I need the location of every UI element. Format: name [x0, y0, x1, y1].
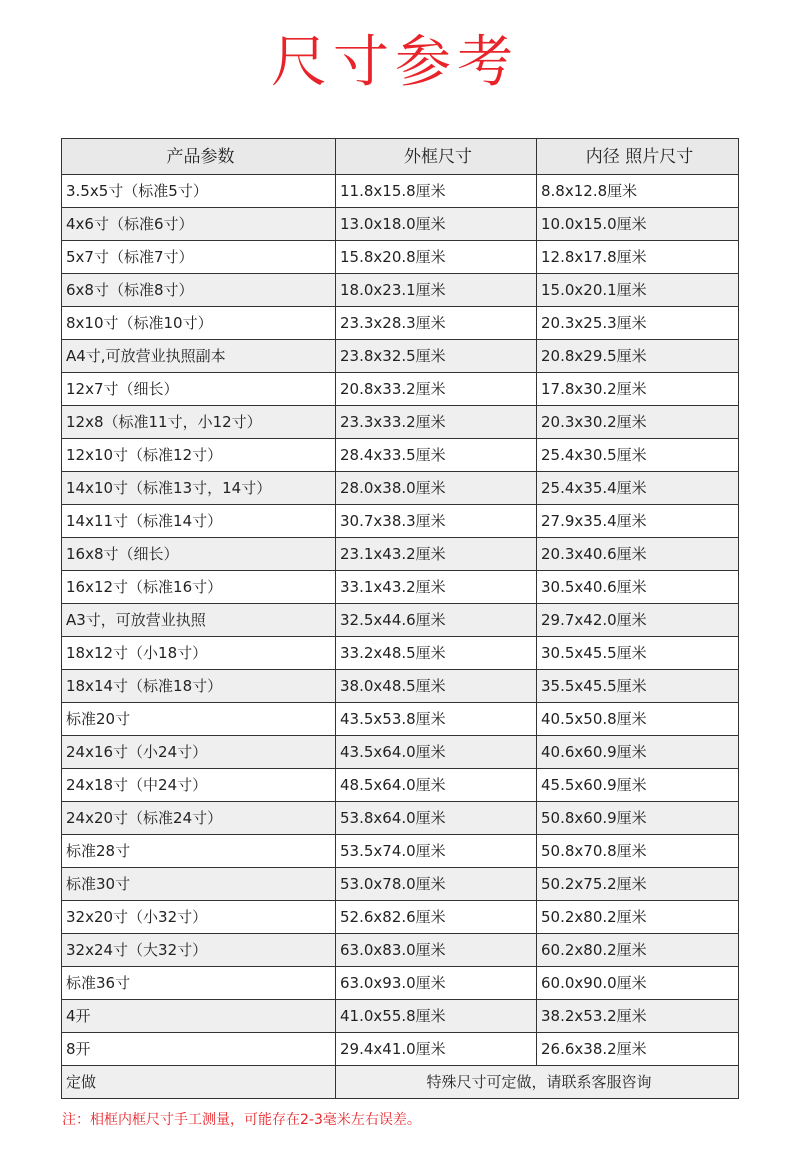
table-row	[62, 802, 739, 835]
table-row	[62, 241, 739, 274]
table-row	[62, 505, 739, 538]
table-row	[62, 175, 739, 208]
cell-outer-size: 53.5x74.0厘米	[336, 835, 537, 868]
table-row	[62, 340, 739, 373]
cell-product-spec: 24x16寸（小24寸）	[62, 736, 336, 769]
cell-inner-size: 30.5x45.5厘米	[537, 637, 739, 670]
cell-outer-size: 48.5x64.0厘米	[336, 769, 537, 802]
footnote: 注：相框内框尺寸手工测量，可能存在2-3毫米左右误差。	[62, 1112, 421, 1128]
table-row	[62, 769, 739, 802]
cell-product-spec: 18x12寸（小18寸）	[62, 637, 336, 670]
cell-outer-size: 33.1x43.2厘米	[336, 571, 537, 604]
table-row	[62, 571, 739, 604]
page-title: 尺寸参考	[271, 30, 519, 95]
header-inner-photo-size: 内径 照片尺寸	[537, 139, 739, 175]
cell-product-spec: 24x18寸（中24寸）	[62, 769, 336, 802]
size-reference-table	[61, 138, 739, 1099]
table-row	[62, 670, 739, 703]
cell-product-spec: 16x12寸（标准16寸）	[62, 571, 336, 604]
cell-inner-size: 8.8x12.8厘米	[537, 175, 739, 208]
cell-outer-size: 20.8x33.2厘米	[336, 373, 537, 406]
table-row	[62, 274, 739, 307]
cell-product-spec: 14x10寸（标准13寸，14寸）	[62, 472, 336, 505]
table-row	[62, 373, 739, 406]
cell-product-spec: 6x8寸（标准8寸）	[62, 274, 336, 307]
cell-inner-size: 20.8x29.5厘米	[537, 340, 739, 373]
cell-outer-size: 23.8x32.5厘米	[336, 340, 537, 373]
cell-outer-size: 28.0x38.0厘米	[336, 472, 537, 505]
cell-inner-size: 35.5x45.5厘米	[537, 670, 739, 703]
cell-inner-size: 50.2x80.2厘米	[537, 901, 739, 934]
cell-outer-size: 23.3x33.2厘米	[336, 406, 537, 439]
table-row	[62, 472, 739, 505]
cell-outer-size: 11.8x15.8厘米	[336, 175, 537, 208]
cell-inner-size: 50.8x70.8厘米	[537, 835, 739, 868]
cell-product-spec: 18x14寸（标准18寸）	[62, 670, 336, 703]
cell-product-spec: 32x20寸（小32寸）	[62, 901, 336, 934]
cell-inner-size: 50.2x75.2厘米	[537, 868, 739, 901]
cell-product-spec: 标准28寸	[62, 835, 336, 868]
table-header-row	[62, 139, 739, 175]
header-product-spec: 产品参数	[62, 139, 336, 175]
cell-outer-size: 15.8x20.8厘米	[336, 241, 537, 274]
cell-product-spec: 标准20寸	[62, 703, 336, 736]
custom-order-label: 定做	[62, 1066, 336, 1099]
table-row	[62, 934, 739, 967]
cell-product-spec: 3.5x5寸（标准5寸）	[62, 175, 336, 208]
cell-product-spec: 12x7寸（细长）	[62, 373, 336, 406]
cell-inner-size: 20.3x30.2厘米	[537, 406, 739, 439]
cell-outer-size: 43.5x53.8厘米	[336, 703, 537, 736]
cell-product-spec: 8x10寸（标准10寸）	[62, 307, 336, 340]
table-row	[62, 901, 739, 934]
table-row	[62, 406, 739, 439]
cell-product-spec: 4x6寸（标准6寸）	[62, 208, 336, 241]
cell-inner-size: 60.2x80.2厘米	[537, 934, 739, 967]
cell-inner-size: 17.8x30.2厘米	[537, 373, 739, 406]
cell-inner-size: 20.3x25.3厘米	[537, 307, 739, 340]
cell-inner-size: 10.0x15.0厘米	[537, 208, 739, 241]
table-row	[62, 703, 739, 736]
cell-outer-size: 53.8x64.0厘米	[336, 802, 537, 835]
custom-order-note: 特殊尺寸可定做，请联系客服咨询	[336, 1066, 739, 1099]
table-row	[62, 967, 739, 1000]
cell-outer-size: 32.5x44.6厘米	[336, 604, 537, 637]
cell-inner-size: 29.7x42.0厘米	[537, 604, 739, 637]
cell-outer-size: 13.0x18.0厘米	[336, 208, 537, 241]
cell-inner-size: 50.8x60.9厘米	[537, 802, 739, 835]
cell-product-spec: 12x8（标准11寸，小12寸）	[62, 406, 336, 439]
cell-outer-size: 53.0x78.0厘米	[336, 868, 537, 901]
table-row	[62, 736, 739, 769]
table-row	[62, 835, 739, 868]
cell-outer-size: 18.0x23.1厘米	[336, 274, 537, 307]
custom-order-row	[62, 1066, 739, 1099]
cell-product-spec: 4开	[62, 1000, 336, 1033]
cell-product-spec: 32x24寸（大32寸）	[62, 934, 336, 967]
cell-product-spec: A4寸,可放营业执照副本	[62, 340, 336, 373]
table-row	[62, 637, 739, 670]
cell-outer-size: 52.6x82.6厘米	[336, 901, 537, 934]
cell-inner-size: 60.0x90.0厘米	[537, 967, 739, 1000]
cell-product-spec: 16x8寸（细长）	[62, 538, 336, 571]
header-outer-size: 外框尺寸	[336, 139, 537, 175]
cell-product-spec: 8开	[62, 1033, 336, 1066]
cell-inner-size: 15.0x20.1厘米	[537, 274, 739, 307]
cell-product-spec: 12x10寸（标准12寸）	[62, 439, 336, 472]
table-row	[62, 538, 739, 571]
cell-product-spec: 标准30寸	[62, 868, 336, 901]
cell-outer-size: 43.5x64.0厘米	[336, 736, 537, 769]
cell-inner-size: 25.4x30.5厘米	[537, 439, 739, 472]
table-row	[62, 1000, 739, 1033]
cell-outer-size: 63.0x83.0厘米	[336, 934, 537, 967]
cell-inner-size: 27.9x35.4厘米	[537, 505, 739, 538]
cell-outer-size: 28.4x33.5厘米	[336, 439, 537, 472]
table-row	[62, 868, 739, 901]
table-row	[62, 208, 739, 241]
cell-inner-size: 30.5x40.6厘米	[537, 571, 739, 604]
cell-inner-size: 20.3x40.6厘米	[537, 538, 739, 571]
cell-inner-size: 12.8x17.8厘米	[537, 241, 739, 274]
table-row	[62, 439, 739, 472]
cell-inner-size: 40.6x60.9厘米	[537, 736, 739, 769]
cell-outer-size: 41.0x55.8厘米	[336, 1000, 537, 1033]
table-row	[62, 307, 739, 340]
cell-inner-size: 45.5x60.9厘米	[537, 769, 739, 802]
table-row	[62, 1033, 739, 1066]
cell-outer-size: 30.7x38.3厘米	[336, 505, 537, 538]
cell-outer-size: 29.4x41.0厘米	[336, 1033, 537, 1066]
cell-inner-size: 25.4x35.4厘米	[537, 472, 739, 505]
cell-inner-size: 38.2x53.2厘米	[537, 1000, 739, 1033]
cell-inner-size: 26.6x38.2厘米	[537, 1033, 739, 1066]
table-body	[62, 175, 739, 1099]
cell-outer-size: 33.2x48.5厘米	[336, 637, 537, 670]
cell-outer-size: 38.0x48.5厘米	[336, 670, 537, 703]
cell-outer-size: 23.3x28.3厘米	[336, 307, 537, 340]
cell-product-spec: 14x11寸（标准14寸）	[62, 505, 336, 538]
cell-product-spec: A3寸，可放营业执照	[62, 604, 336, 637]
cell-product-spec: 5x7寸（标准7寸）	[62, 241, 336, 274]
cell-product-spec: 标准36寸	[62, 967, 336, 1000]
cell-outer-size: 63.0x93.0厘米	[336, 967, 537, 1000]
cell-product-spec: 24x20寸（标准24寸）	[62, 802, 336, 835]
cell-outer-size: 23.1x43.2厘米	[336, 538, 537, 571]
cell-inner-size: 40.5x50.8厘米	[537, 703, 739, 736]
table-row	[62, 604, 739, 637]
